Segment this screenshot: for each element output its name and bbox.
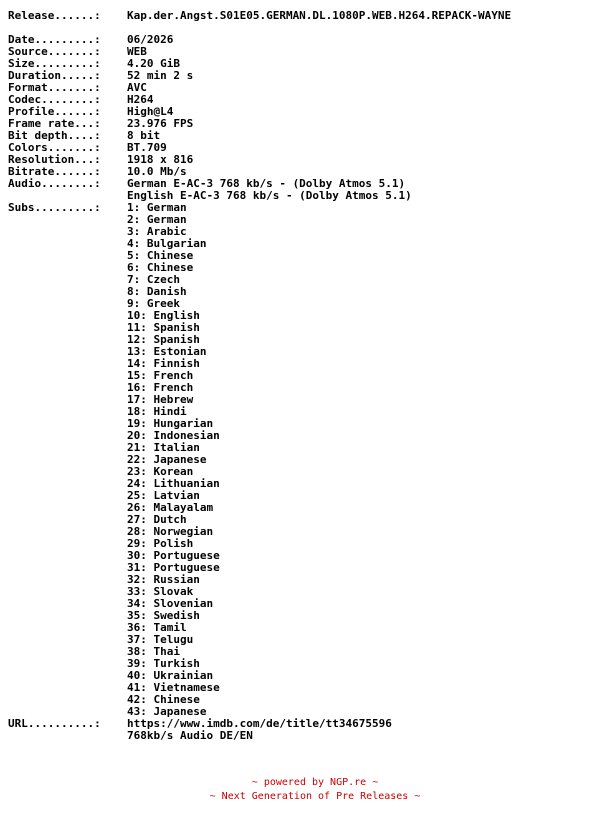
info-field-line xyxy=(8,154,598,166)
subtitle-track-line xyxy=(8,358,598,370)
subtitle-track-line xyxy=(8,634,598,646)
field-value: 8 bit xyxy=(127,130,161,142)
audio-track-line xyxy=(8,190,598,202)
subtitle-track-line xyxy=(8,514,598,526)
subtitle-track: 34: Slovenian xyxy=(127,598,214,610)
subtitle-track-line xyxy=(8,670,598,682)
subtitle-track-line xyxy=(8,694,598,706)
info-fields xyxy=(8,34,598,178)
field-value: 52 min 2 s xyxy=(127,70,194,82)
field-value: 4.20 GiB xyxy=(127,58,180,70)
subtitle-track: 7: Czech xyxy=(127,274,180,286)
subtitle-track-line xyxy=(8,286,598,298)
field-value: WEB xyxy=(127,46,147,58)
subtitle-track: 16: French xyxy=(127,382,194,394)
subtitle-track: 15: French xyxy=(127,370,194,382)
field-value: 10.0 Mb/s xyxy=(127,166,187,178)
subtitle-track: 13: Estonian xyxy=(127,346,207,358)
subtitle-track: 40: Ukrainian xyxy=(127,670,214,682)
audio-track: English E-AC-3 768 kb/s - (Dolby Atmos 5.1) xyxy=(127,190,412,202)
subtitle-track: 22: Japanese xyxy=(127,454,207,466)
field-key: Resolution...: xyxy=(8,154,101,166)
info-field-line xyxy=(8,118,598,130)
field-key: Bit depth....: xyxy=(8,130,101,142)
subtitle-track-line xyxy=(8,430,598,442)
subtitle-track-line xyxy=(8,598,598,610)
audio-track: German E-AC-3 768 kb/s - (Dolby Atmos 5.1) xyxy=(127,178,406,190)
subtitle-track-line xyxy=(8,250,598,262)
info-field-line xyxy=(8,166,598,178)
url-entry: 768kb/s Audio DE/EN xyxy=(127,730,253,742)
subtitle-track: 28: Norwegian xyxy=(127,526,214,538)
footer xyxy=(0,776,600,804)
footer-powered-by: ~ powered by NGP.re ~ xyxy=(251,777,379,788)
subtitle-track-line xyxy=(8,682,598,694)
subtitle-track: 10: English xyxy=(127,310,200,322)
subtitle-track: 19: Hungarian xyxy=(127,418,214,430)
info-field-line xyxy=(8,142,598,154)
url-key: URL..........: xyxy=(8,718,101,730)
subtitle-track-line xyxy=(8,466,598,478)
subtitle-track-line xyxy=(8,526,598,538)
subtitle-track: 3: Arabic xyxy=(127,226,187,238)
subtitle-track: 11: Spanish xyxy=(127,322,200,334)
release-key: Release......: xyxy=(8,10,101,22)
field-value: High@L4 xyxy=(127,106,174,118)
subtitle-track: 20: Indonesian xyxy=(127,430,220,442)
field-key: Colors.......: xyxy=(8,142,101,154)
field-value: 06/2026 xyxy=(127,34,174,46)
subtitle-track-line xyxy=(8,538,598,550)
field-value: 1918 x 816 xyxy=(127,154,194,166)
subtitle-track-line xyxy=(8,274,598,286)
nfo-text-block xyxy=(8,10,598,742)
subtitle-track: 37: Telugu xyxy=(127,634,194,646)
subtitle-track-line xyxy=(8,646,598,658)
url-section xyxy=(8,718,598,742)
subtitle-track-line xyxy=(8,238,598,250)
subtitle-track-line xyxy=(8,370,598,382)
field-key: Bitrate......: xyxy=(8,166,101,178)
subtitle-track-line xyxy=(8,706,598,718)
subtitle-track: 33: Slovak xyxy=(127,586,194,598)
subtitle-track-line xyxy=(8,406,598,418)
field-value: H264 xyxy=(127,94,154,106)
subtitle-track: 29: Polish xyxy=(127,538,194,550)
subtitle-track: 2: German xyxy=(127,214,187,226)
subtitle-track-line xyxy=(8,622,598,634)
subtitle-track: 39: Turkish xyxy=(127,658,200,670)
release-line xyxy=(8,10,598,22)
subtitle-track: 31: Portuguese xyxy=(127,562,220,574)
subtitle-track-line xyxy=(8,586,598,598)
url-entry-line xyxy=(8,718,598,730)
subtitle-track-line xyxy=(8,502,598,514)
subtitle-track-line xyxy=(8,550,598,562)
info-field-line xyxy=(8,130,598,142)
subtitle-track: 26: Malayalam xyxy=(127,502,214,514)
info-field-line xyxy=(8,70,598,82)
subtitle-track-line xyxy=(8,562,598,574)
subtitle-track-line xyxy=(8,202,598,214)
field-key: Duration.....: xyxy=(8,70,101,82)
subtitle-track: 42: Chinese xyxy=(127,694,200,706)
subtitle-track-line xyxy=(8,322,598,334)
subtitle-track-line xyxy=(8,490,598,502)
subtitle-track-line xyxy=(8,442,598,454)
subtitle-track: 27: Dutch xyxy=(127,514,187,526)
subtitle-track: 32: Russian xyxy=(127,574,200,586)
subtitle-track-line xyxy=(8,658,598,670)
info-field-line xyxy=(8,58,598,70)
subtitle-track: 41: Vietnamese xyxy=(127,682,220,694)
audio-track-line xyxy=(8,178,598,190)
subtitle-track-line xyxy=(8,574,598,586)
subtitle-track-line xyxy=(8,334,598,346)
subtitle-track: 23: Korean xyxy=(127,466,194,478)
subtitle-track-line xyxy=(8,310,598,322)
subtitle-track-line xyxy=(8,214,598,226)
subtitle-track-line xyxy=(8,382,598,394)
subtitle-track: 8: Danish xyxy=(127,286,187,298)
field-value: AVC xyxy=(127,82,147,94)
subtitle-track-line xyxy=(8,346,598,358)
spacer-line xyxy=(8,22,598,34)
field-key: Frame rate...: xyxy=(8,118,101,130)
field-value: 23.976 FPS xyxy=(127,118,194,130)
url-entry-line xyxy=(8,730,598,742)
subtitle-track: 14: Finnish xyxy=(127,358,200,370)
subtitle-track-line xyxy=(8,298,598,310)
field-key: Size.........: xyxy=(8,58,101,70)
subtitle-track: 30: Portuguese xyxy=(127,550,220,562)
info-field-line xyxy=(8,106,598,118)
info-field-line xyxy=(8,34,598,46)
subtitle-track: 5: Chinese xyxy=(127,250,194,262)
subtitle-track-line xyxy=(8,418,598,430)
subs-section xyxy=(8,202,598,718)
info-field-line xyxy=(8,94,598,106)
subtitle-track: 35: Swedish xyxy=(127,610,200,622)
audio-section xyxy=(8,178,598,202)
info-field-line xyxy=(8,46,598,58)
url-entry: https://www.imdb.com/de/title/tt34675596 xyxy=(127,718,392,730)
subtitle-track-line xyxy=(8,394,598,406)
audio-key: Audio........: xyxy=(8,178,101,190)
field-key: Profile......: xyxy=(8,106,101,118)
subtitle-track: 9: Greek xyxy=(127,298,180,310)
field-value: BT.709 xyxy=(127,142,167,154)
subtitle-track: 18: Hindi xyxy=(127,406,187,418)
subtitle-track: 38: Thai xyxy=(127,646,180,658)
subtitle-track: 24: Lithuanian xyxy=(127,478,220,490)
field-key: Format.......: xyxy=(8,82,101,94)
subtitle-track: 17: Hebrew xyxy=(127,394,194,406)
field-key: Codec........: xyxy=(8,94,101,106)
subtitle-track-line xyxy=(8,478,598,490)
field-key: Source.......: xyxy=(8,46,101,58)
footer-tagline: ~ Next Generation of Pre Releases ~ xyxy=(209,791,421,802)
subtitle-track-line xyxy=(8,226,598,238)
subtitle-track: 6: Chinese xyxy=(127,262,194,274)
subtitle-track: 36: Tamil xyxy=(127,622,187,634)
subtitle-track: 12: Spanish xyxy=(127,334,200,346)
subs-key: Subs.........: xyxy=(8,202,101,214)
subtitle-track: 43: Japanese xyxy=(127,706,207,718)
subtitle-track: 4: Bulgarian xyxy=(127,238,207,250)
subtitle-track: 25: Latvian xyxy=(127,490,200,502)
field-key: Date.........: xyxy=(8,34,101,46)
subtitle-track-line xyxy=(8,610,598,622)
subtitle-track-line xyxy=(8,454,598,466)
subtitle-track-line xyxy=(8,262,598,274)
release-name: Kap.der.Angst.S01E05.GERMAN.DL.1080P.WEB.H264.REPACK-WAYNE xyxy=(127,10,512,22)
subtitle-track: 1: German xyxy=(127,202,187,214)
info-field-line xyxy=(8,82,598,94)
subtitle-track: 21: Italian xyxy=(127,442,200,454)
